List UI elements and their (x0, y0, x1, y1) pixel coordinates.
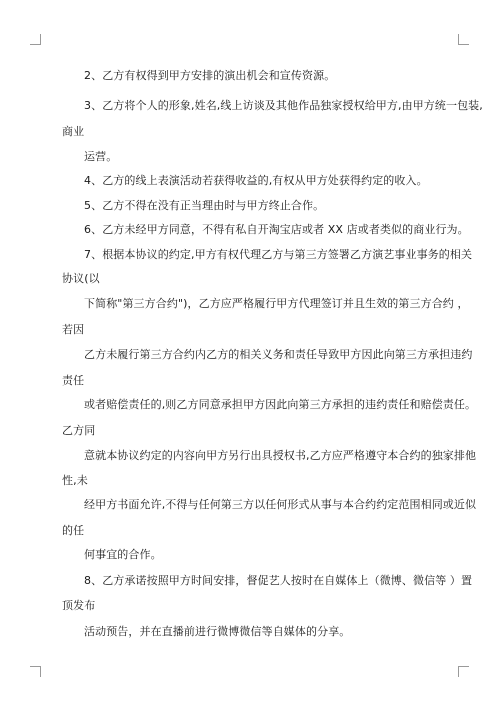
text-line: 活动预告，并在直播前进行微博微信等自媒体的分享。 (84, 625, 351, 638)
text-line: 性,未 (62, 474, 88, 487)
text-line: 7、根据本协议的约定,甲方有权代理乙方与第三方签署乙方演艺事业事务的相关 (84, 248, 473, 261)
text-line: 3、乙方将个人的形象,姓名,线上访谈及其他作品独家授权给甲方,由甲方统一包装, (84, 99, 483, 112)
text-line: 8、乙方承诺按照甲方时间安排，督促艺人按时在自媒体上（微博、微信等 ）置 (84, 574, 473, 587)
text-line: 乙方未履行第三方合约内乙方的相关义务和责任导致甲方因此向第三方承担违约 (84, 348, 473, 361)
text-line: 4、乙方的线上表演活动若获得收益的,有权从甲方处获得约定的收入。 (84, 174, 428, 187)
text-line: 或者赔偿责任的,则乙方同意承担甲方因此向第三方承担的违约责任和赔偿责任。 (84, 398, 477, 411)
corner-mark-top-left (30, 34, 41, 45)
text-line: 意就本协议约定的内容向甲方另行出具授权书,乙方应严格遵守本合约的独家排他 (84, 449, 477, 462)
text-line: 6、乙方未经甲方同意，不得有私自开淘宝店或者 XX 店或者类似的商业行为。 (84, 223, 469, 236)
text-line: 商业 (62, 125, 85, 138)
text-line: 协议(以 (62, 272, 100, 285)
corner-mark-top-right (458, 34, 469, 45)
text-line: 若因 (62, 323, 85, 336)
text-line: 5、乙方不得在没有正当理由时与甲方终止合作。 (84, 199, 325, 212)
corner-mark-bottom-left (30, 666, 41, 677)
text-line: 下简称"第三方合约")，乙方应严格履行甲方代理签订并且生效的第三方合约 ， (84, 297, 469, 310)
text-line: 顶发布 (62, 599, 96, 612)
text-line: 运营。 (84, 150, 118, 163)
corner-mark-bottom-right (458, 666, 469, 677)
text-line: 2、乙方有权得到甲方安排的演出机会和宣传资源。 (84, 69, 336, 82)
text-line: 经甲方书面允许,不得与任何第三方以任何形式从事与本合约约定范围相同或近似 (84, 498, 477, 511)
text-line: 责任 (62, 374, 85, 387)
text-line: 乙方同 (62, 424, 96, 437)
text-line: 的任 (62, 524, 85, 537)
text-line: 何事宜的合作。 (84, 548, 162, 561)
